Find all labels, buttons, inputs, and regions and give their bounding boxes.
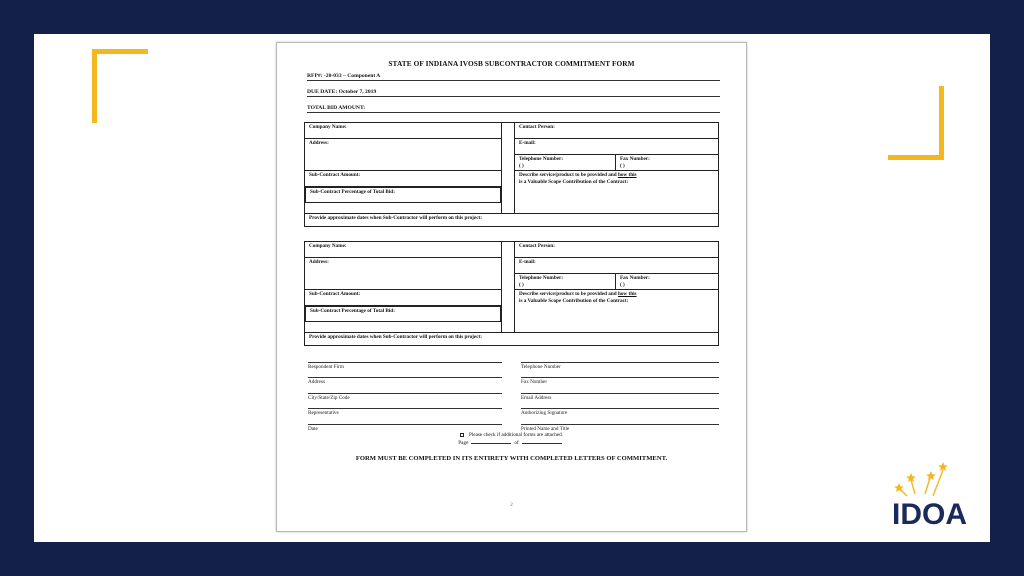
address-field[interactable]: Address: [305, 258, 501, 290]
describe-line2: is a Valuable Scope Contribution of the Contract: [519, 178, 629, 185]
authorizing-signature-line[interactable]: Authorizing Signature [521, 408, 719, 416]
fax-field[interactable] [616, 155, 718, 171]
page-of-row [277, 440, 746, 446]
sub-contract-amount-field[interactable]: Sub-Contract Amount: [305, 290, 501, 306]
form-footer-note: FORM MUST BE COMPLETED IN ITS ENTIRETY WITH COMPLETED LETTERS OF COMMITMENT. [355, 455, 668, 462]
telephone-label: Telephone Number: [519, 156, 564, 162]
fax-label: Fax Number: [620, 275, 650, 281]
describe-underlined: how this [617, 291, 637, 297]
company-name-field[interactable]: Company Name: [305, 123, 501, 139]
corner-bracket-bottom-right [888, 86, 944, 160]
fax-number-line[interactable]: Fax Number [521, 377, 719, 385]
telephone-field[interactable] [515, 274, 616, 290]
telephone-paren: ( ) [519, 163, 524, 170]
describe-line2: is a Valuable Scope Contribution of the Contract: [519, 297, 629, 304]
right-column [515, 242, 718, 332]
column-separator [501, 242, 515, 332]
fax-paren: ( ) [620, 163, 625, 170]
form-title: STATE OF INDIANA IVOSB SUBCONTRACTOR COMMITMENT FORM [388, 59, 635, 68]
page-number: 2 [510, 503, 513, 508]
fax-field[interactable] [616, 274, 718, 290]
address-field[interactable]: Address: [305, 139, 501, 171]
page-blank[interactable] [471, 443, 511, 444]
email-address-line[interactable]: Email Address [521, 393, 719, 401]
email-field[interactable]: E-mail: [515, 139, 718, 155]
additional-forms-check-row [277, 432, 746, 438]
email-field[interactable]: E-mail: [515, 258, 718, 274]
phone-fax-row [515, 274, 718, 290]
printed-name-line[interactable]: Printed Name and Title [521, 424, 719, 432]
left-column [305, 123, 501, 213]
corner-bracket-top-left [92, 49, 148, 123]
left-column [305, 242, 501, 332]
subcontractor-section-2 [304, 241, 719, 346]
respondent-firm-line[interactable]: Respondent Firm [308, 362, 502, 370]
telephone-number-line[interactable]: Telephone Number [521, 362, 719, 370]
sub-contract-amount-field[interactable]: Sub-Contract Amount: [305, 171, 501, 187]
describe-prefix: Describe service/product to be provided and [519, 291, 618, 297]
contact-person-field[interactable]: Contact Person: [515, 242, 718, 258]
due-date-line: DUE DATE: October 7, 2019 [307, 89, 720, 97]
sub-contract-percentage-field[interactable]: Sub-Contract Percentage of Total Bid: [305, 187, 501, 203]
telephone-field[interactable] [515, 155, 616, 171]
city-state-zip-line[interactable]: City/State/Zip Code [308, 393, 502, 401]
phone-fax-row [515, 155, 718, 171]
telephone-paren: ( ) [519, 282, 524, 289]
fax-label: Fax Number: [620, 156, 650, 162]
describe-service-field[interactable] [515, 290, 718, 330]
idoa-logo-text: IDOA [892, 498, 967, 531]
fax-paren: ( ) [620, 282, 625, 289]
subcontractor-section-1 [304, 122, 719, 227]
describe-prefix: Describe service/product to be provided and [519, 172, 618, 178]
of-label: of [514, 440, 519, 446]
column-separator [501, 123, 515, 213]
total-bid-line: TOTAL BID AMOUNT: [307, 105, 720, 113]
representative-line[interactable]: Representative [308, 408, 502, 416]
form-document [276, 42, 747, 532]
of-blank[interactable] [522, 443, 562, 444]
contact-person-field[interactable]: Contact Person: [515, 123, 718, 139]
sub-contract-percentage-field[interactable]: Sub-Contract Percentage of Total Bid: [305, 306, 501, 322]
rfp-line: RFP#: -20-033 – Component A [307, 73, 720, 81]
telephone-label: Telephone Number: [519, 275, 564, 281]
date-line[interactable]: Date [308, 424, 502, 432]
company-name-field[interactable]: Company Name: [305, 242, 501, 258]
right-column [515, 123, 718, 213]
describe-underlined: how this [617, 172, 637, 178]
page-label: Page [458, 440, 469, 446]
describe-service-field[interactable] [515, 171, 718, 211]
additional-forms-label: Please check if additional forms are attached. [468, 432, 564, 438]
address-line[interactable]: Address [308, 377, 502, 385]
additional-forms-checkbox[interactable] [460, 433, 464, 437]
performance-dates-field[interactable]: Provide approximate dates when Sub-Contractor will perform on this project: [305, 213, 718, 227]
performance-dates-field[interactable]: Provide approximate dates when Sub-Contractor will perform on this project: [305, 332, 718, 346]
